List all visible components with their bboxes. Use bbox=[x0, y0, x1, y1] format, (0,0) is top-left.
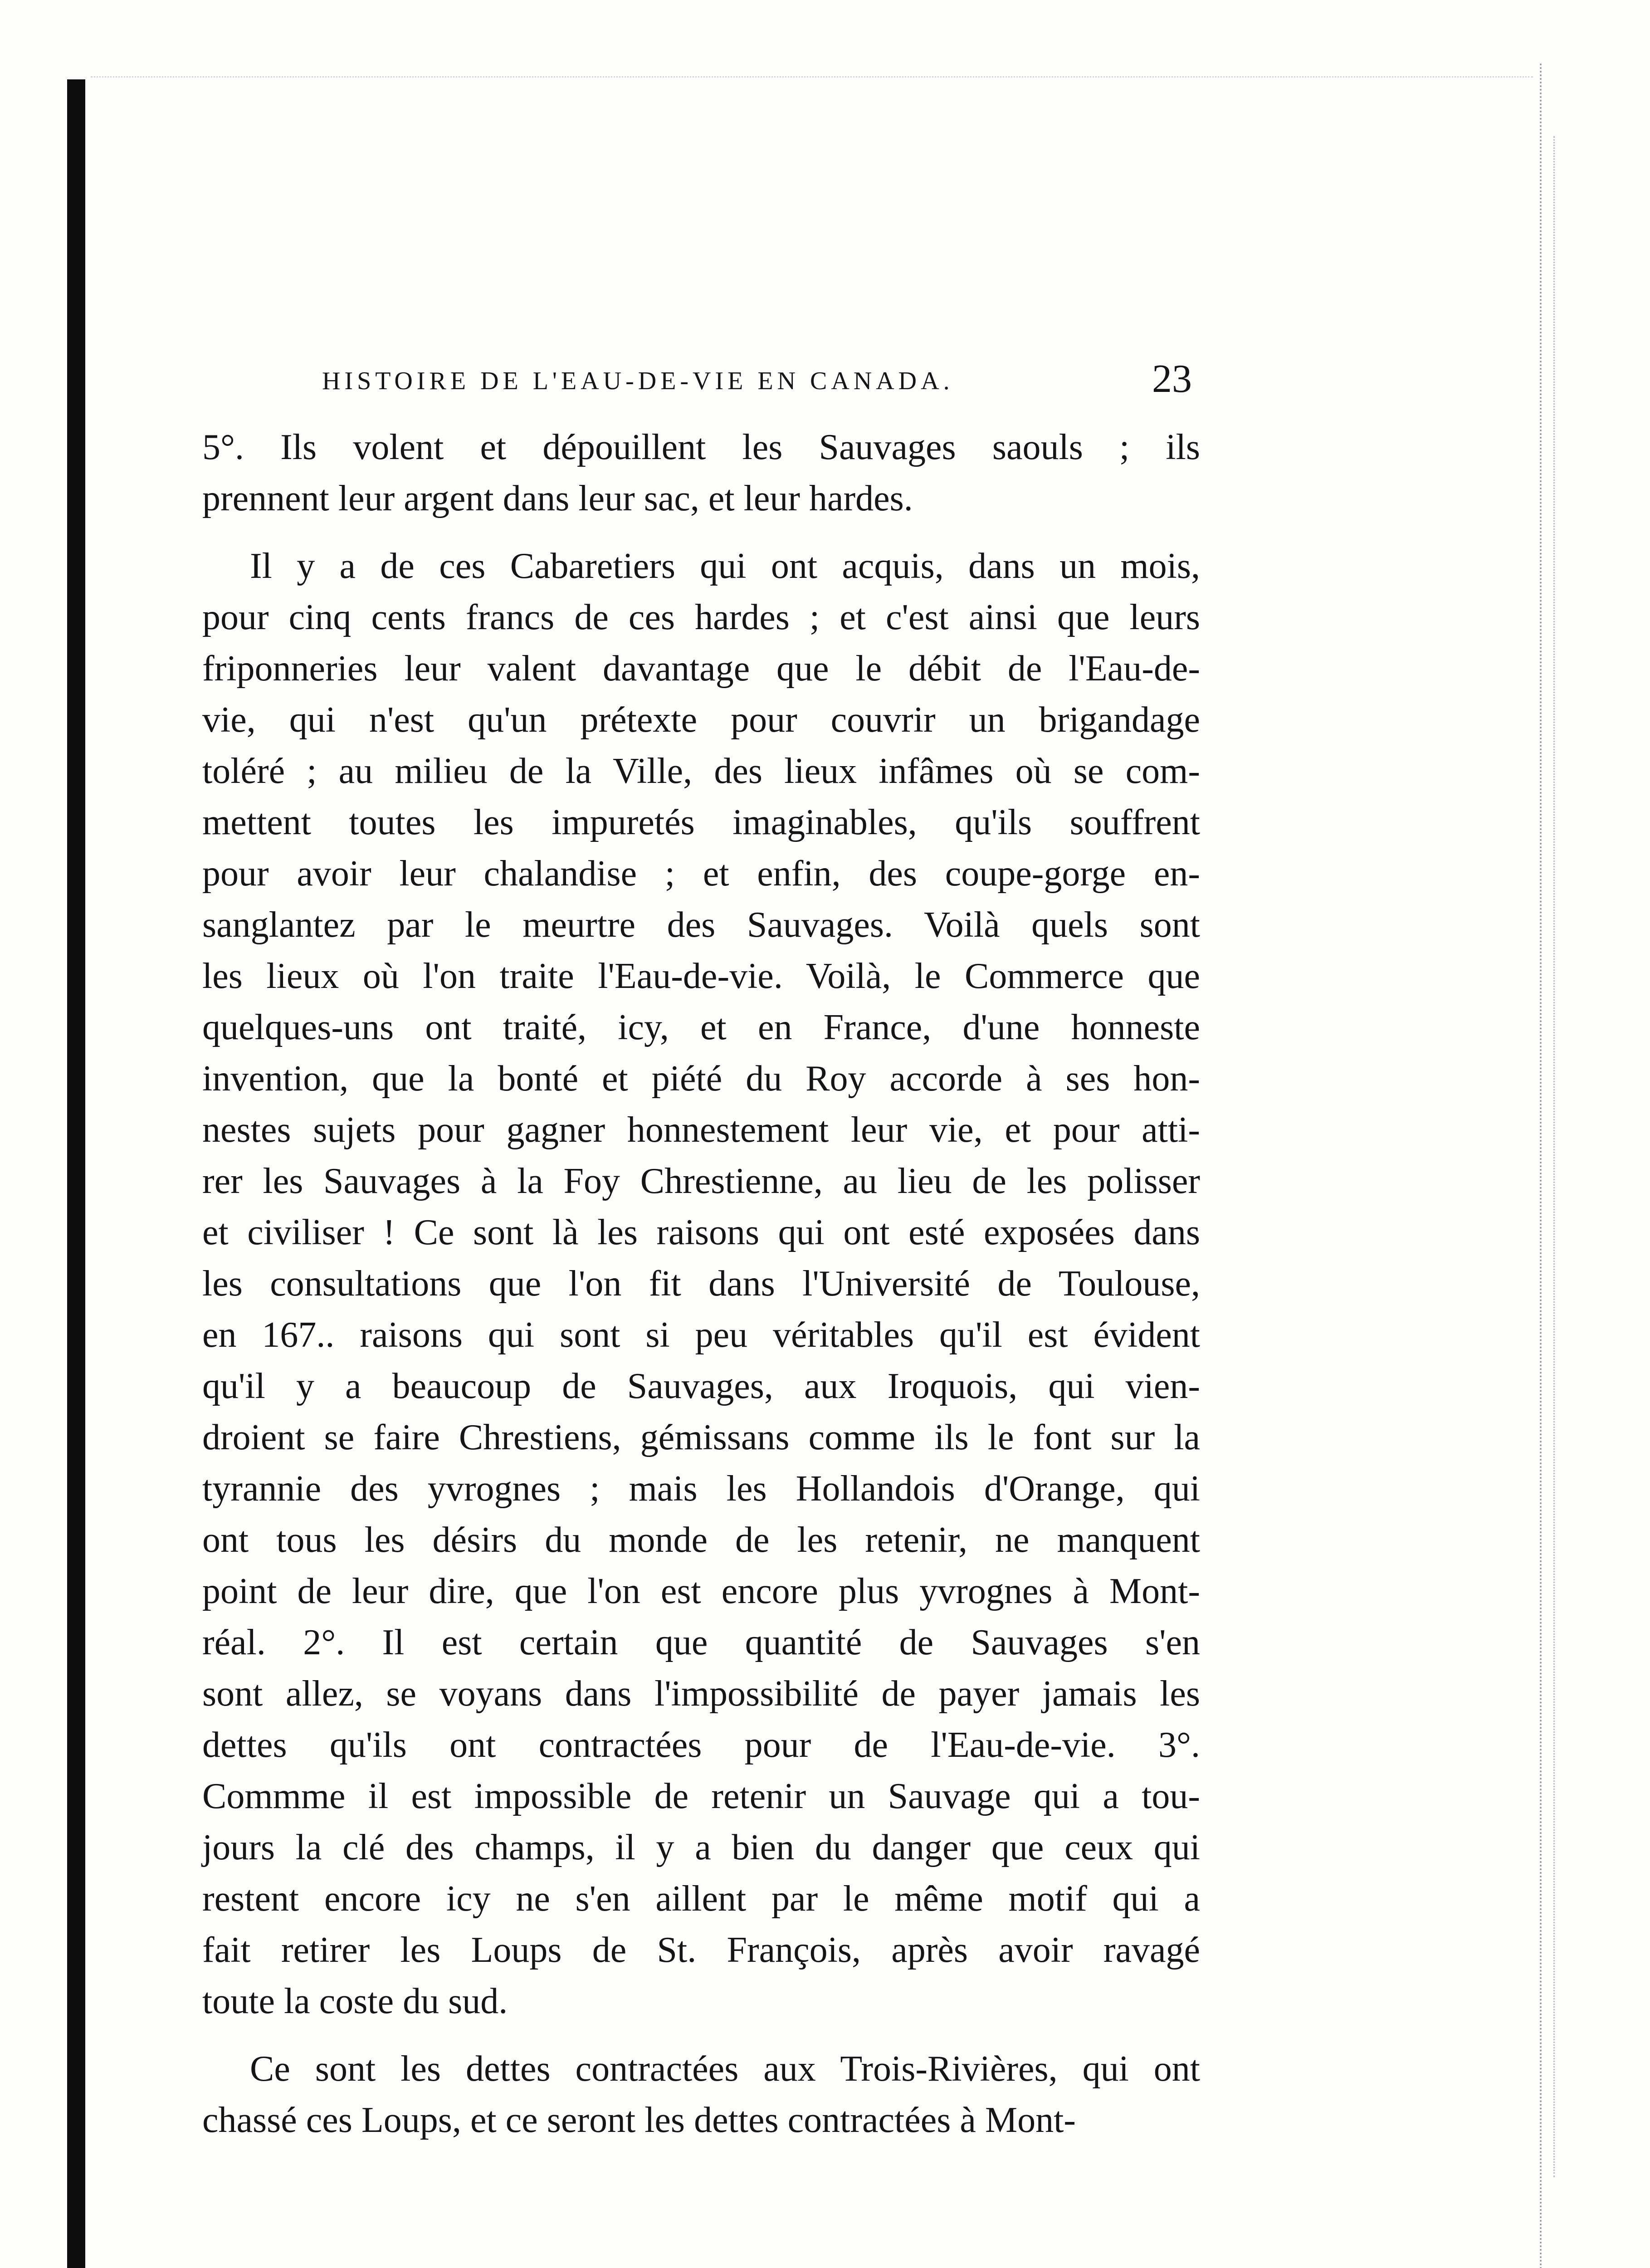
paragraph-gap bbox=[202, 524, 1200, 541]
running-title: HISTOIRE DE L'EAU-DE-VIE EN CANADA. bbox=[322, 367, 954, 395]
text-line: invention, que la bonté et piété du Roy accorde à ses hon- bbox=[202, 1059, 1200, 1099]
text-line: ont tous les désirs du monde de les retenir, ne manquent bbox=[202, 1520, 1200, 1560]
text-line: rer les Sauvages à la Foy Chrestienne, au lieu de les polisser bbox=[202, 1161, 1200, 1201]
text-line: les lieux où l'on traite l'Eau-de-vie. Voilà, le Commerce que bbox=[202, 956, 1200, 996]
text-line: sont allez, se voyans dans l'impossibilité de payer jamais les bbox=[202, 1674, 1200, 1714]
text-line: restent encore icy ne s'en aillent par le même motif qui a bbox=[202, 1879, 1200, 1919]
binding-edge bbox=[67, 79, 85, 2268]
page-edge-dots-secondary bbox=[1553, 136, 1555, 2177]
paragraph bbox=[202, 541, 1200, 2027]
paragraph bbox=[202, 2043, 1200, 2146]
text-line: fait retirer les Loups de St. François, après avoir ravagé bbox=[202, 1930, 1200, 1970]
text-line: chassé ces Loups, et ce seront les dettes contractées à Mont- bbox=[202, 2100, 1076, 2140]
text-line: tyrannie des yvrognes ; mais les Hollandois d'Orange, qui bbox=[202, 1469, 1200, 1509]
text-line: sanglantez par le meurtre des Sauvages. Voilà quels sont bbox=[202, 905, 1200, 945]
text-line: qu'il y a beaucoup de Sauvages, aux Iroquois, qui vien- bbox=[202, 1366, 1200, 1406]
text-line: droient se faire Chrestiens, gémissans comme ils le font sur la bbox=[202, 1418, 1200, 1457]
text-line: friponneries leur valent davantage que le débit de l'Eau-de- bbox=[202, 649, 1200, 689]
page-edge-dots bbox=[1540, 64, 1542, 2268]
text-line: les consultations que l'on fit dans l'Université de Toulouse, bbox=[202, 1264, 1200, 1304]
text-line: pour avoir leur chalandise ; et enfin, des coupe-gorge en- bbox=[202, 854, 1200, 894]
text-line: en 167.. raisons qui sont si peu véritables qu'il est évident bbox=[202, 1315, 1200, 1355]
text-line: Il y a de ces Cabaretiers qui ont acquis, dans un mois, bbox=[250, 546, 1200, 586]
paragraph bbox=[202, 422, 1200, 524]
text-line: 5°. Ils volent et dépouillent les Sauvages saouls ; ils bbox=[202, 427, 1200, 467]
text-line: prennent leur argent dans leur sac, et leur hardes. bbox=[202, 479, 913, 518]
text-line: Ce sont les dettes contractées aux Trois-Rivières, qui ont bbox=[250, 2049, 1200, 2089]
paragraph-gap bbox=[202, 2027, 1200, 2043]
text-line: point de leur dire, que l'on est encore plus yvrognes à Mont- bbox=[202, 1571, 1200, 1611]
text-line: Commme il est impossible de retenir un Sauvage qui a tou- bbox=[202, 1776, 1200, 1816]
text-line: réal. 2°. Il est certain que quantité de Sauvages s'en bbox=[202, 1623, 1200, 1662]
text-line: dettes qu'ils ont contractées pour de l'Eau-de-vie. 3°. bbox=[202, 1725, 1200, 1765]
top-margin-dots bbox=[91, 76, 1533, 78]
body-text bbox=[202, 422, 1200, 2146]
text-line: pour cinq cents francs de ces hardes ; et c'est ainsi que leurs bbox=[202, 597, 1200, 637]
text-line: mettent toutes les impuretés imaginables, qu'ils souffrent bbox=[202, 802, 1200, 842]
text-line: et civiliser ! Ce sont là les raisons qui ont esté exposées dans bbox=[202, 1212, 1200, 1252]
text-line: jours la clé des champs, il y a bien du danger que ceux qui bbox=[202, 1828, 1200, 1867]
text-line: vie, qui n'est qu'un prétexte pour couvrir un brigandage bbox=[202, 700, 1200, 740]
text-line: toute la coste du sud. bbox=[202, 1981, 508, 2021]
running-head bbox=[200, 354, 1197, 399]
page-number: 23 bbox=[1152, 357, 1192, 401]
text-line: quelques-uns ont traité, icy, et en France, d'une honneste bbox=[202, 1007, 1200, 1047]
text-line: nestes sujets pour gagner honnestement leur vie, et pour atti- bbox=[202, 1110, 1200, 1150]
text-line: toléré ; au milieu de la Ville, des lieux infâmes où se com- bbox=[202, 751, 1200, 791]
